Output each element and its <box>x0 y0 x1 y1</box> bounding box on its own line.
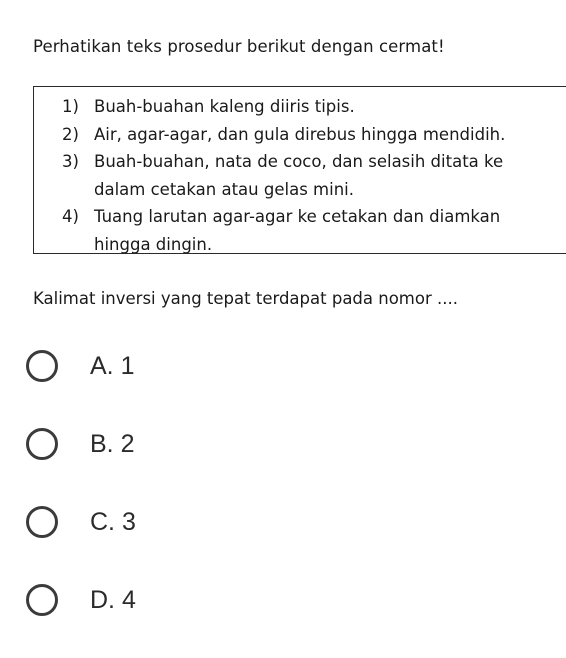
step-text: Buah-buahan kaleng diiris tipis. <box>94 97 355 116</box>
question-text: Kalimat inversi yang tepat terdapat pada nomor .... <box>33 289 458 308</box>
option-label: C. 3 <box>90 507 136 536</box>
step-number: 1) <box>62 97 79 116</box>
option-a[interactable] <box>26 346 136 386</box>
option-label: D. 4 <box>90 585 136 614</box>
step-text: Tuang larutan agar-agar ke cetakan dan diamkan hingga dingin. <box>94 207 501 254</box>
radio-button[interactable] <box>26 584 58 616</box>
option-c[interactable] <box>26 502 136 542</box>
step-number: 2) <box>62 124 79 144</box>
procedure-step <box>34 93 566 121</box>
answer-options <box>26 346 136 658</box>
option-d[interactable] <box>26 580 136 620</box>
radio-button[interactable] <box>26 350 58 382</box>
option-label: A. 1 <box>90 351 135 380</box>
option-label: B. 2 <box>90 429 135 458</box>
step-number: 3) <box>62 152 79 171</box>
procedure-step <box>34 203 566 258</box>
procedure-step <box>34 121 566 149</box>
step-text: Air, agar-agar, dan gula direbus hingga mendidih. <box>94 124 506 144</box>
instruction-text: Perhatikan teks prosedur berikut dengan cermat! <box>33 37 445 56</box>
radio-button[interactable] <box>26 506 58 538</box>
step-number: 4) <box>62 207 79 226</box>
procedure-step <box>34 148 566 203</box>
option-b[interactable] <box>26 424 136 464</box>
step-text: Buah-buahan, nata de coco, dan selasih ditata ke dalam cetakan atau gelas mini. <box>94 152 504 199</box>
procedure-box <box>33 86 566 254</box>
radio-button[interactable] <box>26 428 58 460</box>
